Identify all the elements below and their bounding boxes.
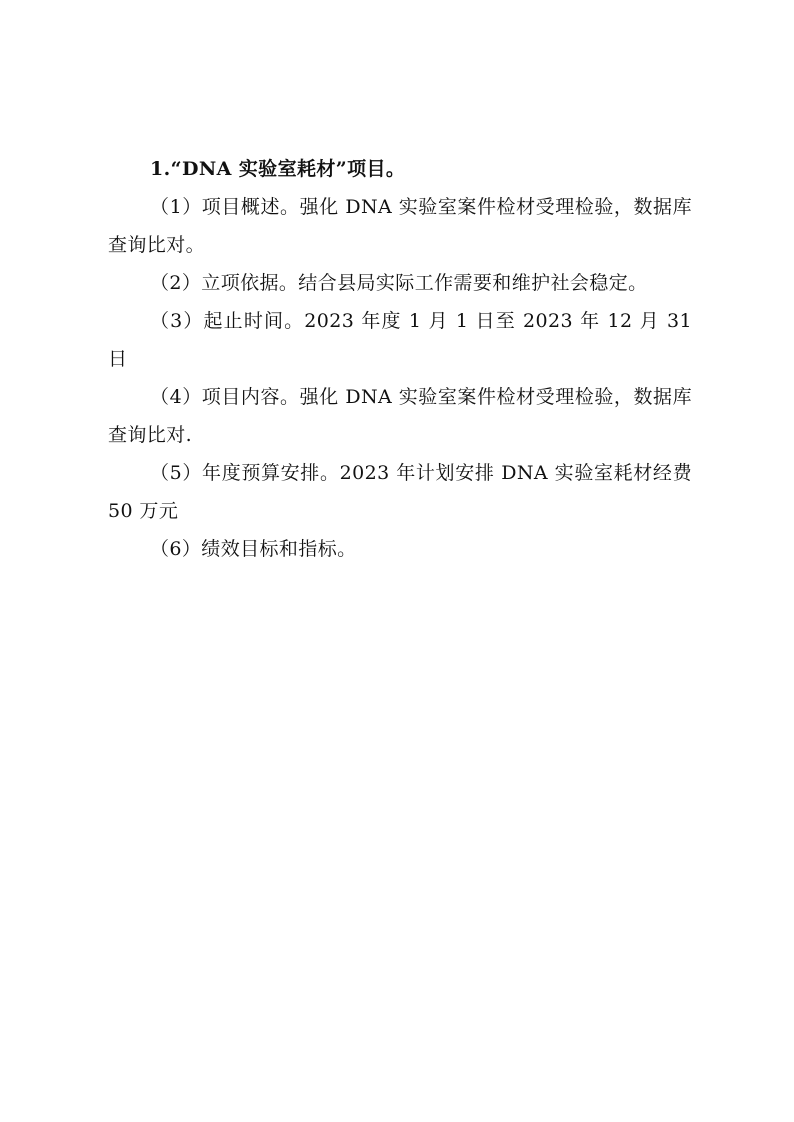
paragraph-overview: （1）项目概述。强化 DNA 实验室案件检材受理检验，数据库查询比对。 xyxy=(108,196,692,256)
paragraph-basis: （2）立项依据。结合县局实际工作需要和维护社会稳定。 xyxy=(150,272,648,294)
paragraph-targets: （6）绩效目标和指标。 xyxy=(150,538,357,560)
paragraph-period: （3）起止时间。2023 年度 1 月 1 日至 2023 年 12 月 31 日 xyxy=(108,310,692,370)
paragraph-content: （4）项目内容。强化 DNA 实验室案件检材受理检验，数据库查询比对. xyxy=(108,386,692,446)
document-body xyxy=(108,150,692,568)
section-heading: 1.“DNA 实验室耗材”项目。 xyxy=(150,158,406,180)
paragraph-budget: （5）年度预算安排。2023 年计划安排 DNA 实验室耗材经费 50 万元 xyxy=(108,462,692,522)
